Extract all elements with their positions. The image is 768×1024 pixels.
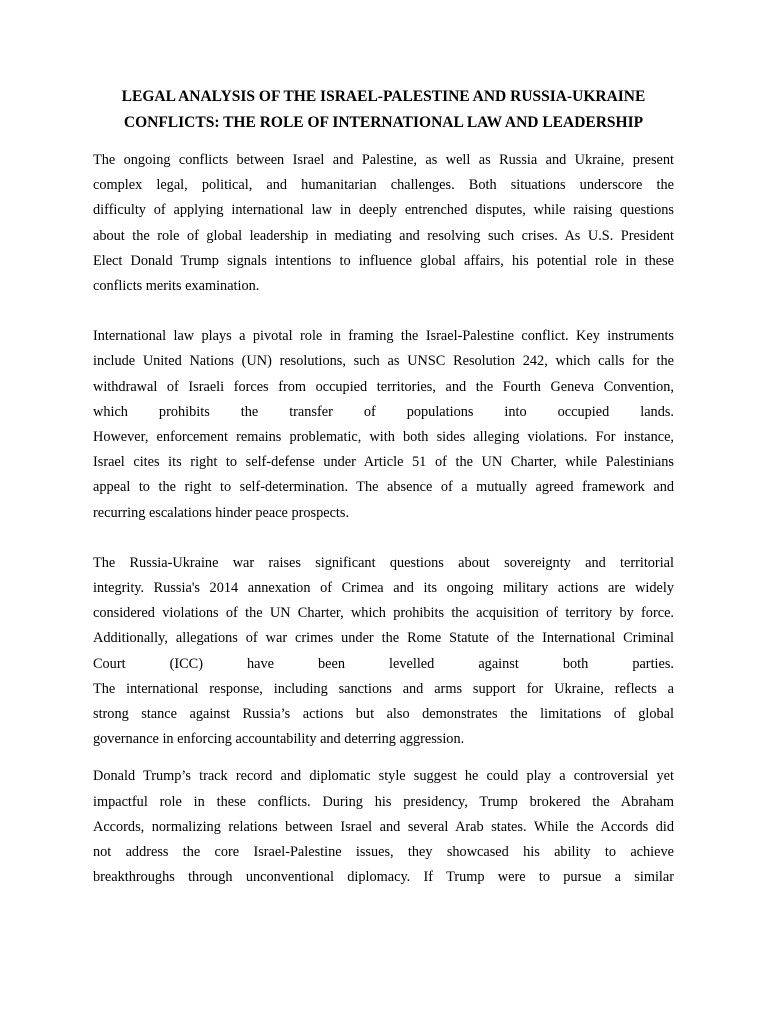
paragraph-line: which prohibits the transfer of populations into occupied lands. (93, 403, 674, 420)
title-line: LEGAL ANALYSIS OF THE ISRAEL-PALESTINE AND RUSSIA-UKRAINE (121, 88, 646, 105)
paragraph-line: Court (ICC) have been levelled against both parties. (93, 655, 674, 672)
paragraph-line: Additionally, allegations of war crimes under the Rome Statute of the International Criminal (93, 630, 674, 647)
paragraph-israel-palestine (93, 324, 674, 526)
paragraph-line: not address the core Israel-Palestine issues, they showcased his ability to achieve (93, 844, 674, 861)
paragraph-line: Accords, normalizing relations between Israel and several Arab states. While the Accords did (93, 818, 674, 835)
paragraph-line: complex legal, political, and humanitarian challenges. Both situations underscore the (93, 177, 674, 194)
paragraph-russia-ukraine (93, 551, 674, 753)
paragraph-line: about the role of global leadership in mediating and resolving such crises. As U.S. President (93, 227, 674, 244)
paragraph-line: breakthroughs through unconventional diplomacy. If Trump were to pursue a similar (93, 869, 674, 886)
paragraph-line: appeal to the right to self-determination. The absence of a mutually agreed framework and (93, 479, 674, 496)
paragraph-line: Elect Donald Trump signals intentions to influence global affairs, his potential role in these (93, 252, 674, 269)
paragraph-line: Donald Trump’s track record and diplomatic style suggest he could play a controversial yet (93, 768, 674, 785)
document-page (93, 84, 674, 890)
paragraph-introduction (93, 148, 674, 299)
paragraph-line: difficulty of applying international law in deeply entrenched disputes, while raising questions (93, 202, 674, 219)
paragraph-line: withdrawal of Israeli forces from occupied territories, and the Fourth Geneva Convention, (93, 378, 674, 395)
document-title (93, 84, 674, 136)
paragraph-line: considered violations of the UN Charter, which prohibits the acquisition of territory by force. (93, 605, 674, 622)
paragraph-line: The Russia-Ukraine war raises significant questions about sovereignty and territorial (93, 554, 674, 571)
paragraph-line: governance in enforcing accountability and deterring aggression. (93, 731, 465, 748)
paragraph-line: conflicts merits examination. (93, 278, 260, 295)
paragraph-line: include United Nations (UN) resolutions, such as UNSC Resolution 242, which calls for the (93, 353, 674, 370)
paragraph-line: The ongoing conflicts between Israel and Palestine, as well as Russia and Ukraine, present (93, 152, 674, 168)
paragraph-line: International law plays a pivotal role in framing the Israel-Palestine conflict. Key instruments (93, 328, 674, 345)
paragraph-line: recurring escalations hinder peace prospects. (93, 504, 350, 521)
paragraph-line: However, enforcement remains problematic, with both sides alleging violations. For instance, (93, 429, 674, 446)
paragraph-line: strong stance against Russia’s actions but also demonstrates the limitations of global (93, 706, 674, 723)
paragraph-trump-role (93, 764, 674, 890)
paragraph-line: integrity. Russia's 2014 annexation of Crimea and its ongoing military actions are widely (93, 580, 674, 597)
title-line: CONFLICTS: THE ROLE OF INTERNATIONAL LAW AND LEADERSHIP (123, 114, 644, 131)
paragraph-line: Israel cites its right to self-defense under Article 51 of the UN Charter, while Palestinians (93, 454, 674, 471)
paragraph-line: impactful role in these conflicts. During his presidency, Trump brokered the Abraham (93, 793, 674, 810)
paragraph-line: The international response, including sanctions and arms support for Ukraine, reflects a (93, 680, 674, 697)
